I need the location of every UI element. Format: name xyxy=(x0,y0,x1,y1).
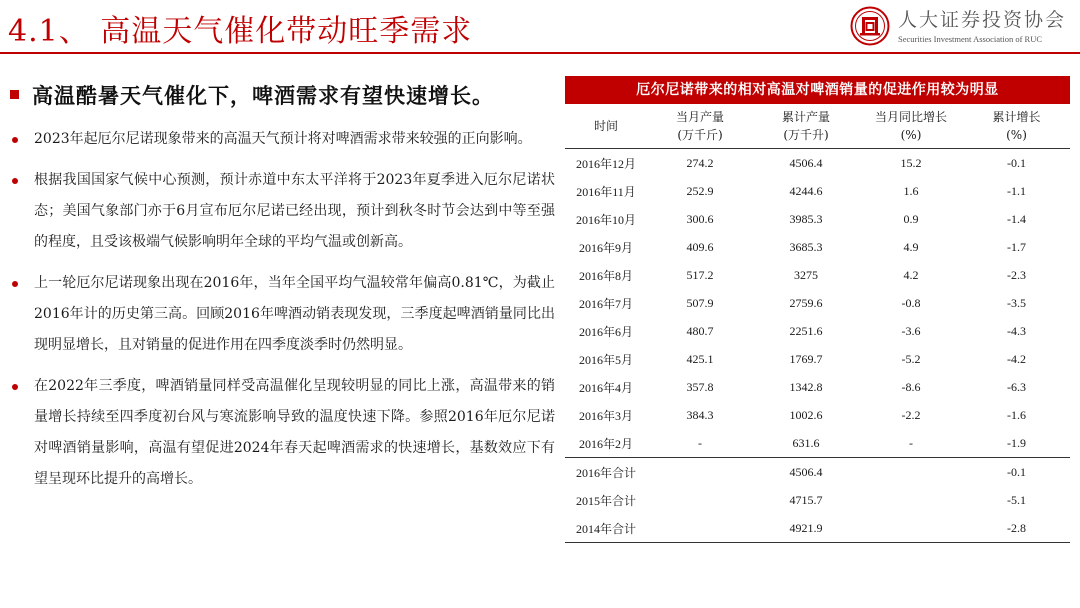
cell-yoy xyxy=(859,486,963,514)
cell-cumulative: 1769.7 xyxy=(789,351,823,366)
cell-yoy: -3.6 xyxy=(901,323,921,338)
cell-cum-growth: -4.3 xyxy=(1007,323,1026,338)
header-cumulative-growth-label: 累计增长 xyxy=(992,110,1041,124)
cell-cum-growth: -2.3 xyxy=(1007,267,1026,282)
header-cumulative-growth-unit: (%) xyxy=(1006,128,1027,142)
cell-time: 2016年8月 xyxy=(578,268,633,283)
page-title: 4.1、 高温天气催化带动旺季需求 xyxy=(8,14,473,49)
table-row xyxy=(565,149,1070,178)
cell-cum-growth: -1.1 xyxy=(1007,183,1026,198)
square-bullet-icon xyxy=(10,90,19,99)
table-row xyxy=(565,261,1070,289)
header-monthly-yoy xyxy=(859,104,963,149)
bullet-dot-icon xyxy=(12,137,18,143)
cell-cum-growth: -1.7 xyxy=(1007,239,1026,254)
summary-row xyxy=(565,514,1070,543)
cell-yoy xyxy=(859,458,963,487)
cell-cum-growth: -5.1 xyxy=(1007,492,1026,507)
table-row xyxy=(565,233,1070,261)
cell-monthly: 409.6 xyxy=(686,239,714,254)
cell-cum-growth: -4.2 xyxy=(1007,351,1026,366)
cell-time: 2016年12月 xyxy=(575,156,636,171)
header-monthly-yoy-label: 当月同比增长 xyxy=(874,110,947,124)
table-row xyxy=(565,205,1070,233)
cell-monthly: 480.7 xyxy=(686,323,714,338)
header-monthly-output-label: 当月产量 xyxy=(675,110,724,124)
cell-time: 2016年6月 xyxy=(578,324,633,339)
cell-yoy xyxy=(859,514,963,543)
cell-cumulative: 4244.6 xyxy=(789,183,823,198)
cell-cumulative: 1342.8 xyxy=(789,379,823,394)
cell-yoy: -5.2 xyxy=(901,351,921,366)
cell-cum-growth: -2.8 xyxy=(963,514,1070,543)
cell-cumulative: 1002.6 xyxy=(789,407,823,422)
cell-time: 2014年合计 xyxy=(565,514,647,543)
header-monthly-output xyxy=(647,104,753,149)
cell-time: 2016年4月 xyxy=(578,380,633,395)
cell-cum-growth: -6.3 xyxy=(1007,379,1026,394)
logo-name: 人大证券投资协会 xyxy=(898,9,1067,31)
cell-yoy: 4.9 xyxy=(903,239,919,254)
table-row xyxy=(565,345,1070,373)
cell-monthly: 357.8 xyxy=(686,379,714,394)
bullet-item xyxy=(10,124,555,155)
cell-monthly xyxy=(647,486,753,514)
table-title: 厄尔尼诺带来的相对高温对啤酒销量的促进作用较为明显 xyxy=(565,76,1070,104)
bullet-dot-icon xyxy=(12,384,18,390)
cell-cum-growth: -0.1 xyxy=(1007,155,1026,170)
cell-monthly: 517.2 xyxy=(686,267,714,282)
cell-time: 2016年合计 xyxy=(565,458,647,487)
table-header-row xyxy=(565,104,1070,149)
table-row xyxy=(565,317,1070,345)
header-monthly-yoy-unit: (%) xyxy=(900,128,922,142)
cell-cumulative: 3985.3 xyxy=(789,211,823,226)
bullet-list xyxy=(10,124,555,495)
page-header xyxy=(0,0,1080,56)
cell-yoy: - xyxy=(909,435,913,450)
cell-cumulative: 2759.6 xyxy=(789,295,823,310)
logo-subtitle: Securities Investment Association of RUC xyxy=(898,34,1043,44)
bullet-text: 2023年起厄尔尼诺现象带来的高温天气预计将对啤酒需求带来较强的正向影响。 xyxy=(34,131,532,147)
cell-monthly xyxy=(647,514,753,543)
cell-cum-growth: -1.4 xyxy=(1007,211,1026,226)
summary-row xyxy=(565,458,1070,487)
cell-cum-growth: -1.9 xyxy=(1007,435,1026,450)
cell-time: 2016年11月 xyxy=(576,184,636,199)
section-heading-text: 高温酷暑天气催化下，啤酒需求有望快速增长。 xyxy=(32,83,494,108)
header-time-label: 时间 xyxy=(593,119,618,133)
table-row xyxy=(565,429,1070,458)
cell-yoy: 4.2 xyxy=(903,267,919,282)
cell-yoy: -8.6 xyxy=(901,379,921,394)
bullet-dot-icon xyxy=(12,178,18,184)
cell-time: 2016年3月 xyxy=(578,408,633,423)
bullet-text: 上一轮厄尔尼诺现象出现在2016年，当年全国平均气温较常年偏高0.81℃，为截止2016年计的历史第三高。回顾2016年啤酒动销表现发现，三季度起啤酒销量同比出现明显增长，且对销量的促进作用在四季度淡季时仍然明显。 xyxy=(34,275,555,353)
cell-monthly xyxy=(647,458,753,487)
header-cumulative-output-unit: (万千升) xyxy=(783,128,829,142)
cell-cumulative: 4506.4 xyxy=(753,458,859,487)
cell-monthly: 300.6 xyxy=(686,211,714,226)
header-cumulative-growth xyxy=(963,104,1070,149)
table-row xyxy=(565,289,1070,317)
header-monthly-output-unit: (万千斤) xyxy=(677,128,723,142)
text-column xyxy=(10,80,555,505)
table-row xyxy=(565,373,1070,401)
bullet-item xyxy=(10,165,555,258)
cell-yoy: -0.8 xyxy=(901,295,921,310)
cell-monthly: 425.1 xyxy=(686,351,714,366)
cell-yoy: 15.2 xyxy=(900,155,922,170)
header-divider xyxy=(0,52,1080,54)
bullet-text: 在2022年三季度，啤酒销量同样受高温催化呈现较明显的同比上涨，高温带来的销量增长持续至四季度初台风与寒流影响导致的温度快速下降。参照2016年厄尔尼诺对啤酒销量影响，高温有望促进2024年春天起啤酒需求的快速增长，基数效应下有望呈现环比提升的高增长。 xyxy=(34,378,555,487)
cell-cumulative: 4506.4 xyxy=(789,155,823,170)
summary-row xyxy=(565,486,1070,514)
header-time xyxy=(565,104,647,149)
bullet-item xyxy=(10,371,555,495)
cell-time: 2016年10月 xyxy=(575,212,636,227)
cell-yoy: -2.2 xyxy=(901,407,921,422)
cell-monthly: 252.9 xyxy=(686,183,714,198)
cell-time: 2016年2月 xyxy=(578,436,633,451)
cell-cumulative: 2251.6 xyxy=(789,323,823,338)
cell-cum-growth: -1.6 xyxy=(1007,407,1026,422)
table-row xyxy=(565,401,1070,429)
cell-monthly: 507.9 xyxy=(686,295,714,310)
data-table-panel xyxy=(565,76,1070,543)
cell-time: 2016年9月 xyxy=(578,240,633,255)
cell-monthly: - xyxy=(698,435,702,450)
cell-time: 2015年合计 xyxy=(575,493,636,508)
cell-time: 2016年5月 xyxy=(578,352,633,367)
cell-cumulative: 3275 xyxy=(794,267,818,282)
cell-cum-growth: -0.1 xyxy=(963,458,1070,487)
cell-cumulative: 3685.3 xyxy=(789,239,823,254)
cell-cumulative: 4715.7 xyxy=(789,492,823,507)
cell-time: 2016年7月 xyxy=(578,296,633,311)
header-cumulative-output xyxy=(753,104,859,149)
cell-monthly: 274.2 xyxy=(686,155,714,170)
bullet-dot-icon xyxy=(12,281,18,287)
cell-yoy: 1.6 xyxy=(903,183,919,198)
ruc-seal-icon xyxy=(850,6,890,46)
bullet-text: 根据我国国家气候中心预测，预计赤道中东太平洋将于2023年夏季进入厄尔尼诺状态；美国气象部门亦于6月宣布厄尔尼诺已经出现，预计到秋冬时节会达到中等至强的程度，且受该极端气候影响明年全球的平均气温或创新高。 xyxy=(34,172,555,250)
bullet-item xyxy=(10,268,555,361)
cell-cum-growth: -3.5 xyxy=(1007,295,1026,310)
header-cumulative-output-label: 累计产量 xyxy=(781,110,830,124)
ruc-association-logo xyxy=(846,4,1072,48)
cell-cumulative: 4921.9 xyxy=(753,514,859,543)
table-row xyxy=(565,177,1070,205)
cell-yoy: 0.9 xyxy=(903,211,919,226)
cell-monthly: 384.3 xyxy=(686,407,714,422)
cell-cumulative: 631.6 xyxy=(792,435,820,450)
beer-output-table xyxy=(565,104,1070,543)
section-heading xyxy=(10,80,555,114)
table-body xyxy=(565,149,1070,543)
